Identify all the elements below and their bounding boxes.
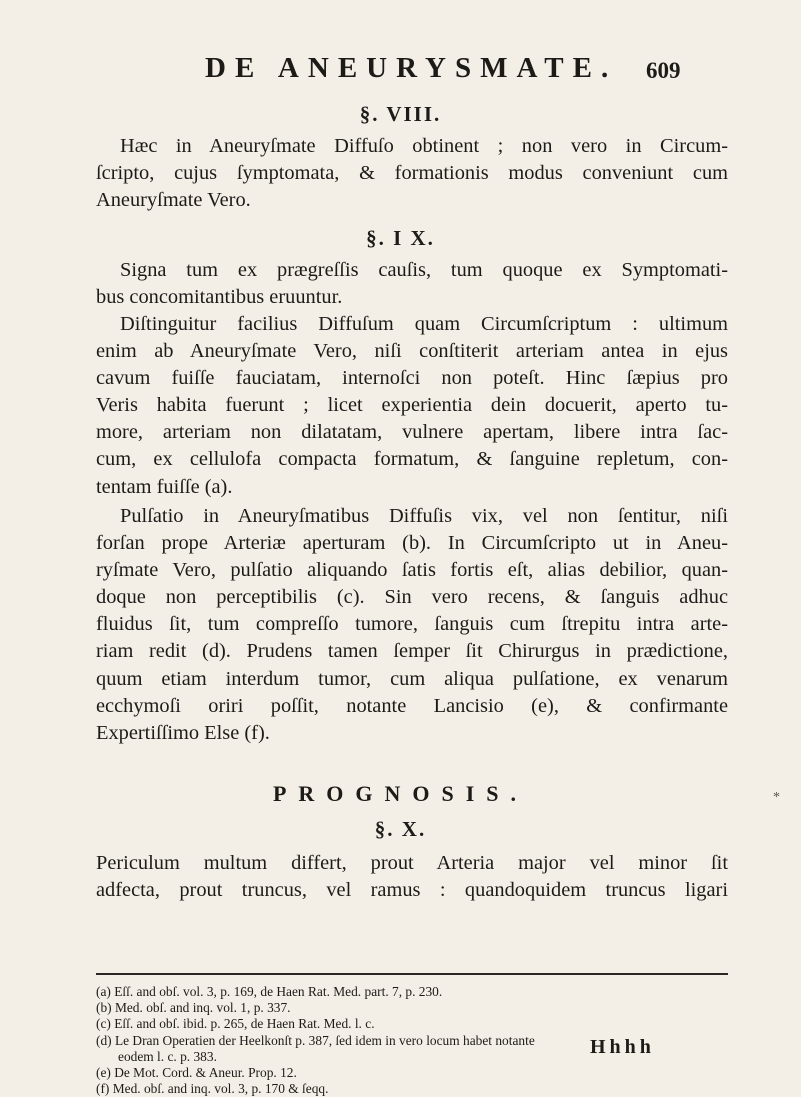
text-line: Veris habita fuerunt ; licet experientia dein docuerit, aperto tu- <box>96 394 728 417</box>
text-line: Pulſatio in Aneuryſmatibus Diffuſis vix, vel non ſentitur, niſi <box>120 505 728 527</box>
text-line: ryſmate Vero, pulſatio aliquando ſatis fortis eſt, alias debilior, quan- <box>96 559 728 582</box>
section-9-paragraph-1 <box>96 257 728 311</box>
text-line: riam redit (d). Prudens tamen ſemper ſit Chirurgus in prædictione, <box>96 640 728 663</box>
text-line: Hæc in Aneuryſmate Diffuſo obtinent ; non vero in Circum- <box>120 135 728 157</box>
footnote-d-continued: eodem l. c. p. 383. <box>118 1048 217 1064</box>
text-line: more, arteriam non dilatatam, vulnere apertam, libere intra ſac- <box>96 421 728 444</box>
section-10-paragraph <box>96 850 728 904</box>
section-9-paragraph-3 <box>96 503 728 747</box>
margin-mark: * <box>773 790 780 805</box>
footnote-f: (f) Med. obſ. and inq. vol. 3, p. 170 & ſeqq. <box>96 1081 329 1097</box>
text-line: Aneuryſmate Vero. <box>96 189 251 212</box>
section-9-paragraph-2 <box>96 311 728 501</box>
text-line: cum, ex cellulofa compacta formatum, & ſanguine repletum, con- <box>96 448 728 471</box>
text-line: Diſtinguitur facilius Diffuſum quam Circumſcriptum : ultimum <box>120 313 728 335</box>
text-line: forſan prope Arteriæ aperturam (b). In Circumſcripto ut in Aneu- <box>96 532 728 555</box>
page-number: 609 <box>646 58 681 83</box>
text-line: quum etiam interdum tumor, cum aliqua pulſatione, ex venarum <box>96 667 728 690</box>
text-line: fluidus ſit, tum compreſſo tumore, ſanguis cum ſtrepitu intra arte- <box>96 613 728 636</box>
text-line: Expertiſſimo Else (f). <box>96 721 270 744</box>
running-head: DE ANEURYSMATE. <box>205 52 618 84</box>
footnote-a: (a) Eſſ. and obſ. vol. 3, p. 169, de Haen Rat. Med. part. 7, p. 230. <box>96 984 443 999</box>
text-line: ſcripto, cujus ſymptomata, & formationis modus conveniunt cum <box>96 162 728 185</box>
text-line: adfecta, prout truncus, vel ramus : quandoquidem truncus ligari <box>96 879 728 902</box>
section-8-paragraph <box>96 133 728 214</box>
text-line: bus concomitantibus eruuntur. <box>96 286 343 309</box>
page-header <box>0 52 801 92</box>
signature-mark: Hhhh <box>590 1036 655 1058</box>
text-line: doque non perceptibilis (c). Sin vero recens, & ſanguis adhuc <box>96 586 728 609</box>
footnote-d: (d) Le Dran Operatien der Heelkonſt p. 387, ſed idem in vero locum habet notante <box>96 1032 535 1048</box>
text-line: cavum fuiſſe fauciatam, internoſci non poteſt. Hinc ſæpius pro <box>96 367 728 390</box>
footnote-e: (e) De Mot. Cord. & Aneur. Prop. 12. <box>96 1065 297 1081</box>
section-10-heading: §. X. <box>374 817 427 841</box>
text-line: ecchymoſi oriri poſſit, notante Lancisio (e), & confirmante <box>96 694 728 717</box>
text-line: enim ab Aneuryſmate Vero, niſi conſtiterit arteriam antea in ejus <box>96 340 728 363</box>
section-9-heading: §. I X. <box>366 226 435 250</box>
text-line: Signa tum ex prægreſſis cauſis, tum quoque ex Symptomati- <box>120 259 728 281</box>
prognosis-title: PROGNOSIS. <box>272 781 529 806</box>
text-line: tentam fuiſſe (a). <box>96 475 233 498</box>
footnote-c: (c) Eſſ. and obſ. ibid. p. 265, de Haen Rat. Med. l. c. <box>96 1016 375 1032</box>
section-8-heading: §. VIII. <box>359 102 442 126</box>
footnote-b: (b) Med. obſ. and inq. vol. 1, p. 337. <box>96 1000 291 1016</box>
footnote-rule <box>96 973 728 975</box>
text-line: Periculum multum differt, prout Arteria major vel minor ſit <box>96 852 728 874</box>
